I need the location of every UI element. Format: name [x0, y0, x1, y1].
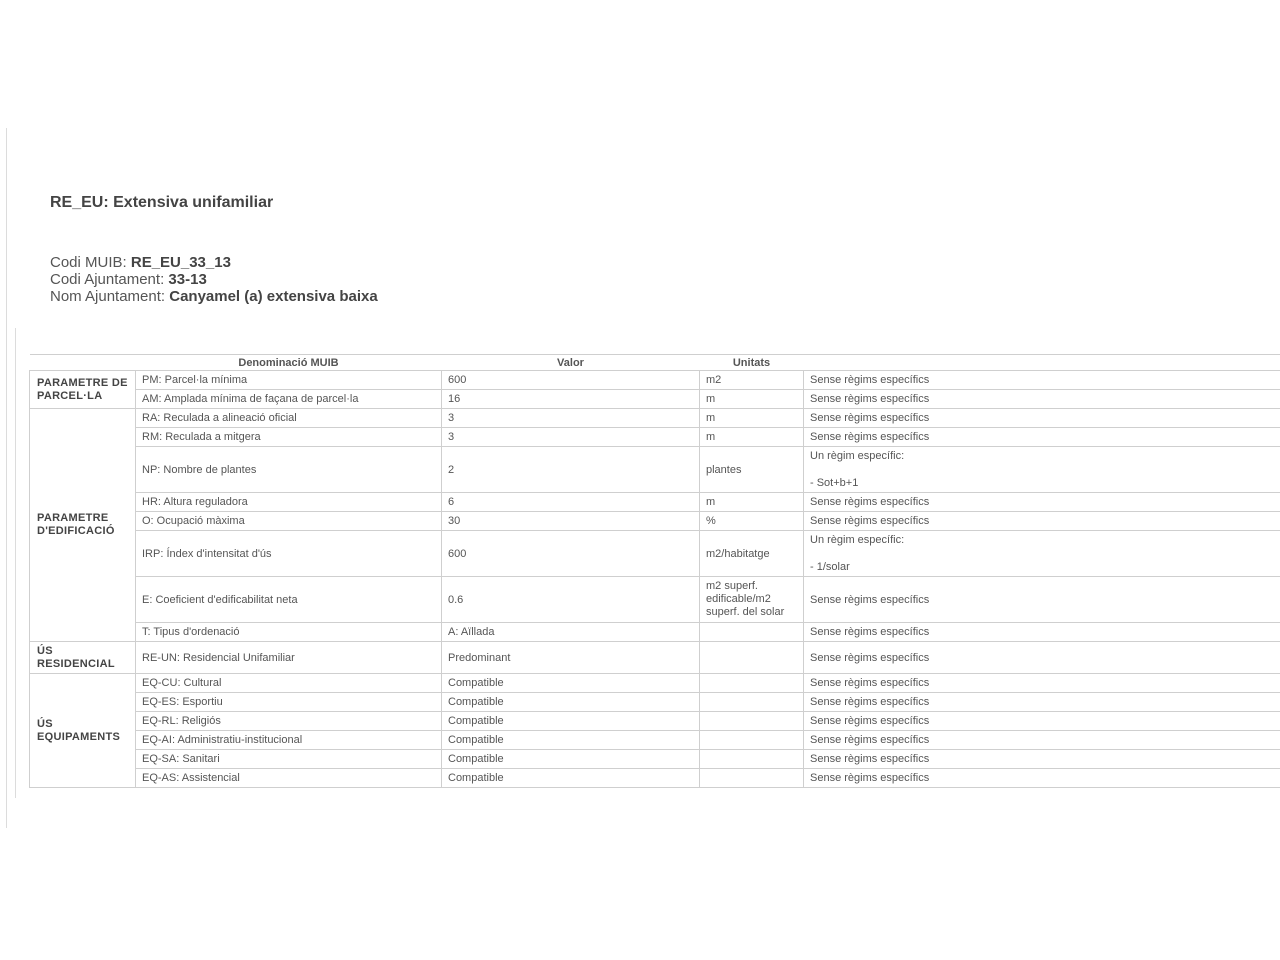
table-row: [30, 642, 1280, 674]
cell-denominacio: E: Coeficient d'edificabilitat neta: [136, 577, 442, 623]
cell-valor: 3: [442, 428, 700, 447]
cell-valor: Compatible: [442, 769, 700, 788]
codi-ajuntament-label: Codi Ajuntament:: [50, 271, 165, 288]
codi-muib-value: RE_EU_33_13: [130, 254, 231, 271]
cell-unitats: [700, 623, 804, 642]
codi-ajuntament-row: [50, 271, 378, 288]
cell-regim: Sense règims específics: [804, 409, 1280, 428]
cell-regim: Sense règims específics: [804, 712, 1280, 731]
cell-regim: Sense règims específics: [804, 512, 1280, 531]
cell-denominacio: RA: Reculada a alineació oficial: [136, 409, 442, 428]
cell-unitats: m2/habitatge: [700, 531, 804, 577]
table-row: [30, 750, 1280, 769]
cell-unitats: plantes: [700, 447, 804, 493]
table-row: [30, 390, 1280, 409]
cell-valor: Compatible: [442, 712, 700, 731]
cell-valor: 600: [442, 531, 700, 577]
header-valor: Valor: [442, 355, 700, 371]
nom-ajuntament-value: Canyamel (a) extensiva baixa: [169, 288, 378, 305]
cell-unitats: [700, 750, 804, 769]
cell-unitats: m2 superf. edificable/m2 superf. del solar: [700, 577, 804, 623]
cell-denominacio: RE-UN: Residencial Unifamiliar: [136, 642, 442, 674]
regim-spacer: [810, 463, 1280, 477]
group-residencial: ÚS RESIDENCIAL: [30, 642, 136, 674]
codi-muib-label: Codi MUIB:: [50, 254, 127, 271]
cell-unitats: [700, 693, 804, 712]
cell-unitats: m: [700, 409, 804, 428]
cell-valor: 16: [442, 390, 700, 409]
cell-denominacio: EQ-AI: Administratiu-institucional: [136, 731, 442, 750]
cell-regim: Sense règims específics: [804, 623, 1280, 642]
cell-valor: 6: [442, 493, 700, 512]
group-parcela: PARAMETRE DE PARCEL·LA: [30, 371, 136, 409]
cell-denominacio: O: Ocupació màxima: [136, 512, 442, 531]
codi-ajuntament-value: 33-13: [168, 271, 207, 288]
cell-valor: 30: [442, 512, 700, 531]
table-row: [30, 428, 1280, 447]
table-row: [30, 531, 1280, 577]
cell-denominacio: RM: Reculada a mitgera: [136, 428, 442, 447]
cell-unitats: [700, 712, 804, 731]
zone-codes: [50, 254, 378, 305]
nom-ajuntament-label: Nom Ajuntament:: [50, 288, 166, 305]
cell-unitats: m: [700, 428, 804, 447]
table-row: [30, 447, 1280, 493]
cell-valor: 0.6: [442, 577, 700, 623]
cell-valor: Compatible: [442, 731, 700, 750]
cell-denominacio: EQ-CU: Cultural: [136, 674, 442, 693]
header-regim-spacer: [804, 355, 1280, 371]
table-row: [30, 623, 1280, 642]
cell-unitats: [700, 642, 804, 674]
parameters-table: [29, 354, 1280, 788]
cell-valor: Compatible: [442, 693, 700, 712]
cell-valor: Compatible: [442, 750, 700, 769]
table-row: [30, 693, 1280, 712]
cell-denominacio: HR: Altura reguladora: [136, 493, 442, 512]
cell-regim: Sense règims específics: [804, 769, 1280, 788]
regim-detail: - 1/solar: [810, 560, 850, 573]
cell-regim: Sense règims específics: [804, 750, 1280, 769]
cell-denominacio: EQ-AS: Assistencial: [136, 769, 442, 788]
codi-muib-row: [50, 254, 378, 271]
cell-valor: 3: [442, 409, 700, 428]
table-row: [30, 577, 1280, 623]
cell-valor: Predominant: [442, 642, 700, 674]
table-row: [30, 712, 1280, 731]
cell-denominacio: EQ-SA: Sanitari: [136, 750, 442, 769]
nom-ajuntament-row: [50, 288, 378, 305]
cell-regim: Sense règims específics: [804, 577, 1280, 623]
cell-valor: 600: [442, 371, 700, 390]
table-row: [30, 731, 1280, 750]
cell-regim: [804, 531, 1280, 577]
cell-unitats: m: [700, 493, 804, 512]
cell-unitats: [700, 731, 804, 750]
table-row: [30, 512, 1280, 531]
cell-regim: Sense règims específics: [804, 390, 1280, 409]
cell-regim: Sense règims específics: [804, 642, 1280, 674]
cell-unitats: [700, 769, 804, 788]
table-header-row: [30, 355, 1280, 371]
header-denominacio: Denominació MUIB: [136, 355, 442, 371]
cell-regim: Sense règims específics: [804, 493, 1280, 512]
left-border-line: [6, 128, 7, 828]
regim-spacer: [810, 547, 1280, 561]
cell-regim: Sense règims específics: [804, 428, 1280, 447]
group-equipaments: ÚS EQUIPAMENTS: [30, 674, 136, 788]
cell-regim: Sense règims específics: [804, 371, 1280, 390]
table-row: [30, 493, 1280, 512]
cell-valor: Compatible: [442, 674, 700, 693]
zone-title: RE_EU: Extensiva unifamiliar: [50, 194, 274, 211]
header-unitats: Unitats: [700, 355, 804, 371]
table-left-border-line: [15, 328, 16, 798]
group-edificacio: PARAMETRE D'EDIFICACIÓ: [30, 409, 136, 642]
cell-denominacio: IRP: Índex d'intensitat d'ús: [136, 531, 442, 577]
cell-unitats: [700, 674, 804, 693]
cell-denominacio: EQ-RL: Religiós: [136, 712, 442, 731]
cell-denominacio: AM: Amplada mínima de façana de parcel·la: [136, 390, 442, 409]
cell-denominacio: EQ-ES: Esportiu: [136, 693, 442, 712]
table-row: [30, 371, 1280, 390]
header-group-spacer: [30, 355, 136, 371]
cell-denominacio: NP: Nombre de plantes: [136, 447, 442, 493]
cell-unitats: m2: [700, 371, 804, 390]
regim-detail: - Sot+b+1: [810, 476, 859, 489]
cell-denominacio: PM: Parcel·la mínima: [136, 371, 442, 390]
cell-regim: Sense règims específics: [804, 731, 1280, 750]
table-row: [30, 409, 1280, 428]
table-row: [30, 769, 1280, 788]
cell-regim: [804, 447, 1280, 493]
cell-regim: Sense règims específics: [804, 693, 1280, 712]
regim-heading: Un règim específic:: [810, 449, 905, 462]
cell-valor: A: Aïllada: [442, 623, 700, 642]
cell-unitats: m: [700, 390, 804, 409]
table-row: [30, 674, 1280, 693]
cell-denominacio: T: Tipus d'ordenació: [136, 623, 442, 642]
cell-regim: Sense règims específics: [804, 674, 1280, 693]
cell-unitats: %: [700, 512, 804, 531]
cell-valor: 2: [442, 447, 700, 493]
regim-heading: Un règim específic:: [810, 533, 905, 546]
